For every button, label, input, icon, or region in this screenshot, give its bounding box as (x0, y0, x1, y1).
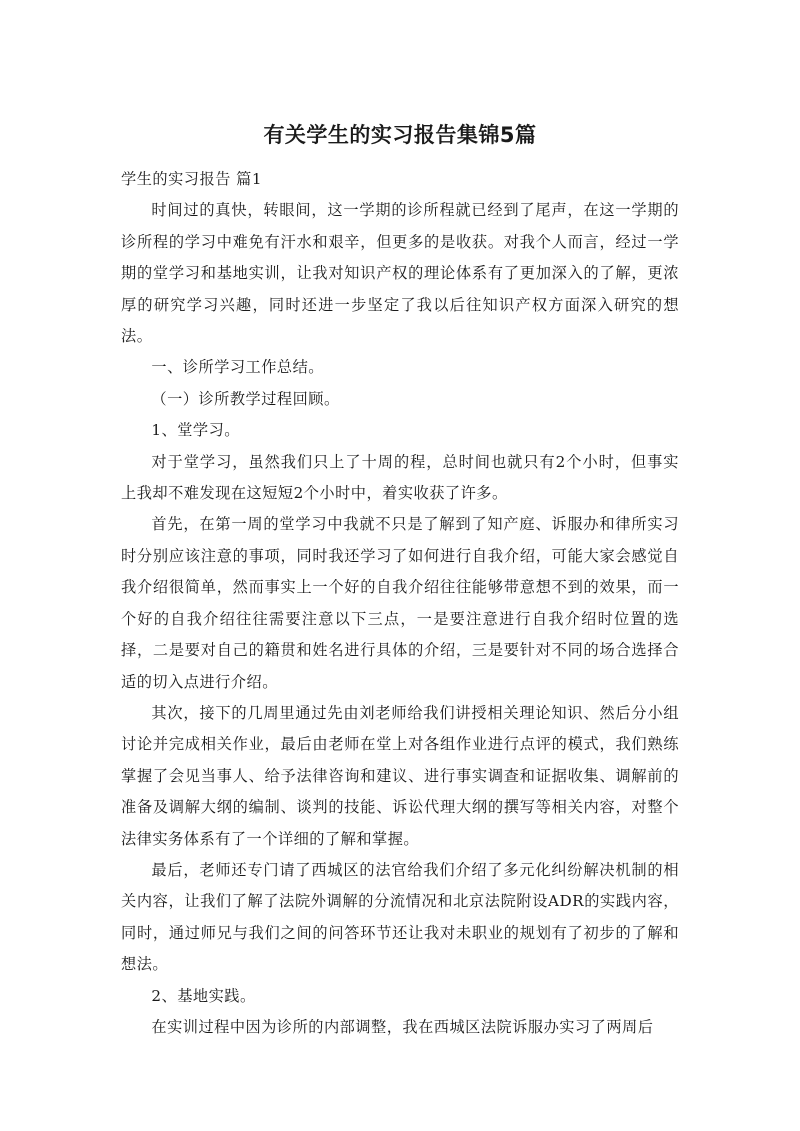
item-heading: 1、堂学习。 (151, 421, 240, 440)
paragraph: 最后，老师还专门请了西城区的法官给我们介绍了多元化纠纷解决机制的相关内容，让我们了解了法院外调解的分流情况和北京法院附设ADR的实践内容，同时，通过师兄与我们之间的问答环节还让我对未职业的规划有了初步的了解和想法。 (121, 860, 679, 974)
document-title: 有关学生的实习报告集锦5篇 (263, 123, 537, 147)
item-heading: 2、基地实践。 (151, 986, 256, 1005)
section-subtitle: 学生的实习报告 篇1 (121, 170, 262, 188)
paragraph: 首先，在第一周的堂学习中我就不只是了解到了知产庭、诉服办和律所实习时分别应该注意的事项，同时我还学习了如何进行自我介绍，可能大家会感觉自我介绍很简单，然而事实上一个好的自我介绍往往能够带意想不到的效果，而一个好的自我介绍往往需要注意以下三点，一是要注意进行自我介绍时位置的选择，二是要对自己的籍贯和姓名进行具体的介绍，三是要针对不同的场合选择合适的切入点进行介绍。 (121, 515, 679, 691)
document-body (121, 164, 679, 1043)
paragraph: 其次，接下的几周里通过先由刘老师给我们讲授相关理论知识、然后分小组讨论并完成相关作业，最后由老师在堂上对各组作业进行点评的模式，我们熟练掌握了会见当事人、给予法律咨询和建议、进行事实调查和证据收集、调解前的准备及调解大纲的编制、谈判的技能、诉讼代理大纲的撰写等相关内容，对整个法律实务体系有了一个详细的了解和掌握。 (121, 703, 679, 848)
section-heading: 一、诊所学习工作总结。 (151, 358, 324, 377)
paragraph: 在实训过程中因为诊所的内部调整，我在西城区法院诉服办实习了两周后 (151, 1017, 654, 1036)
subsection-heading: （一）诊所教学过程回顾。 (151, 389, 340, 408)
paragraph: 时间过的真快，转眼间，这一学期的诊所程就已经到了尾声，在这一学期的诊所程的学习中难免有汗水和艰辛，但更多的是收获。对我个人而言，经过一学期的堂学习和基地实训，让我对知识产权的理论体系有了更加深入的了解，更浓厚的研究学习兴趣，同时还进一步坚定了我以后往知识产权方面深入研究的想法。 (121, 201, 679, 346)
paragraph: 对于堂学习，虽然我们只上了十周的程，总时间也就只有2个小时，但事实上我却不难发现在这短短2个小时中，着实收获了许多。 (121, 452, 679, 503)
